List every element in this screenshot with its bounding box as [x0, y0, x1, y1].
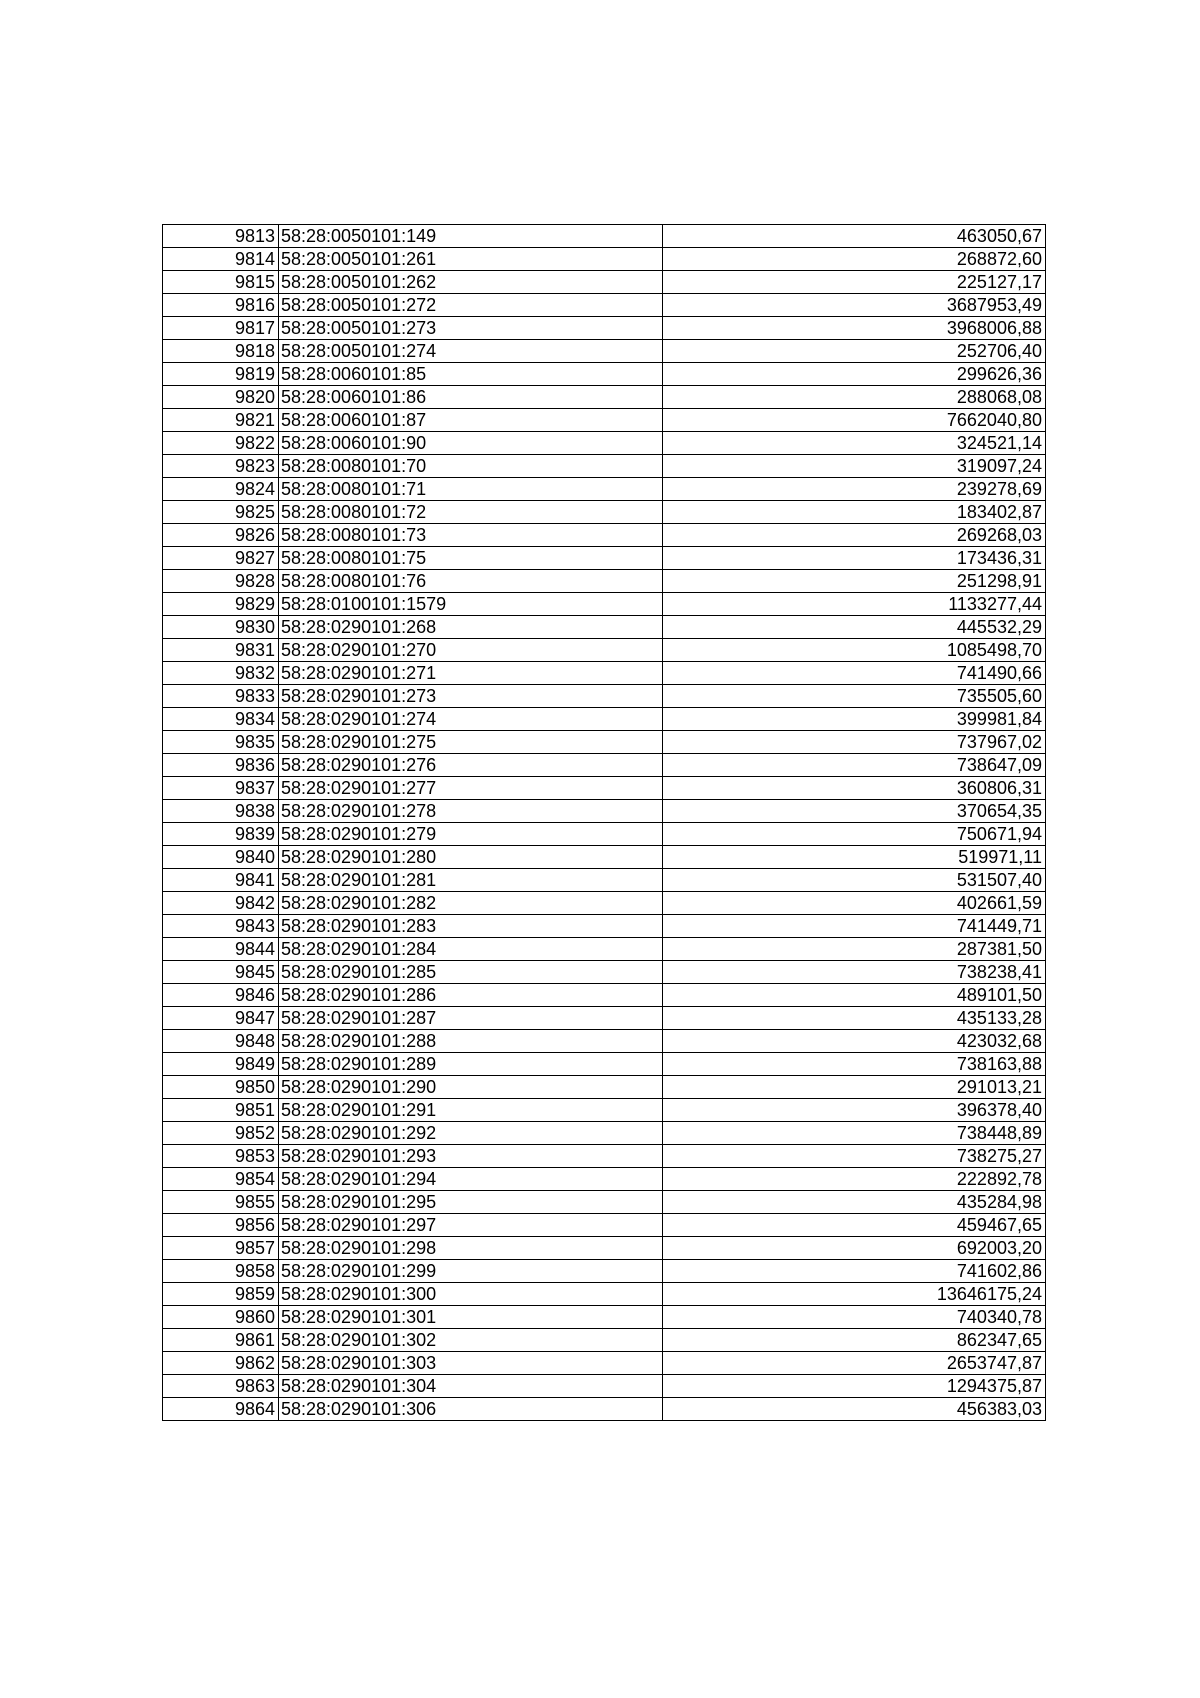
cadastral-number-cell: 58:28:0290101:286: [279, 984, 663, 1007]
row-number-cell: 9820: [163, 386, 279, 409]
table-row: [163, 1329, 1046, 1352]
table-row: [163, 363, 1046, 386]
cadastral-number-cell: 58:28:0080101:71: [279, 478, 663, 501]
value-cell: 7662040,80: [663, 409, 1046, 432]
cadastral-number-cell: 58:28:0050101:262: [279, 271, 663, 294]
row-number-cell: 9822: [163, 432, 279, 455]
table-row: [163, 869, 1046, 892]
row-number-cell: 9862: [163, 1352, 279, 1375]
row-number-cell: 9845: [163, 961, 279, 984]
value-cell: 738647,09: [663, 754, 1046, 777]
value-cell: 269268,03: [663, 524, 1046, 547]
cadastral-number-cell: 58:28:0290101:302: [279, 1329, 663, 1352]
value-cell: 741449,71: [663, 915, 1046, 938]
table-row: [163, 754, 1046, 777]
value-cell: 456383,03: [663, 1398, 1046, 1421]
cadastral-number-cell: 58:28:0050101:261: [279, 248, 663, 271]
row-number-cell: 9816: [163, 294, 279, 317]
table-row: [163, 1168, 1046, 1191]
row-number-cell: 9818: [163, 340, 279, 363]
row-number-cell: 9829: [163, 593, 279, 616]
value-cell: 291013,21: [663, 1076, 1046, 1099]
cadastral-number-cell: 58:28:0290101:280: [279, 846, 663, 869]
row-number-cell: 9836: [163, 754, 279, 777]
table-row: [163, 1214, 1046, 1237]
value-cell: 445532,29: [663, 616, 1046, 639]
value-cell: 396378,40: [663, 1099, 1046, 1122]
table-row: [163, 685, 1046, 708]
cadastral-number-cell: 58:28:0290101:281: [279, 869, 663, 892]
table-row: [163, 708, 1046, 731]
cadastral-number-cell: 58:28:0290101:301: [279, 1306, 663, 1329]
table-body: [163, 225, 1046, 1421]
row-number-cell: 9839: [163, 823, 279, 846]
table-row: [163, 478, 1046, 501]
value-cell: 750671,94: [663, 823, 1046, 846]
row-number-cell: 9846: [163, 984, 279, 1007]
row-number-cell: 9827: [163, 547, 279, 570]
cadastral-number-cell: 58:28:0050101:272: [279, 294, 663, 317]
value-cell: 738238,41: [663, 961, 1046, 984]
row-number-cell: 9861: [163, 1329, 279, 1352]
value-cell: 402661,59: [663, 892, 1046, 915]
row-number-cell: 9860: [163, 1306, 279, 1329]
row-number-cell: 9833: [163, 685, 279, 708]
value-cell: 3968006,88: [663, 317, 1046, 340]
table-row: [163, 317, 1046, 340]
cadastral-number-cell: 58:28:0290101:288: [279, 1030, 663, 1053]
cadastral-number-cell: 58:28:0050101:274: [279, 340, 663, 363]
value-cell: 735505,60: [663, 685, 1046, 708]
row-number-cell: 9840: [163, 846, 279, 869]
cadastral-number-cell: 58:28:0290101:295: [279, 1191, 663, 1214]
row-number-cell: 9847: [163, 1007, 279, 1030]
table-row: [163, 1237, 1046, 1260]
table-row: [163, 340, 1046, 363]
table-row: [163, 984, 1046, 1007]
row-number-cell: 9819: [163, 363, 279, 386]
table-row: [163, 1260, 1046, 1283]
cadastral-number-cell: 58:28:0080101:76: [279, 570, 663, 593]
table-row: [163, 1053, 1046, 1076]
row-number-cell: 9835: [163, 731, 279, 754]
row-number-cell: 9825: [163, 501, 279, 524]
table-row: [163, 1375, 1046, 1398]
table-row: [163, 961, 1046, 984]
cadastral-number-cell: 58:28:0290101:270: [279, 639, 663, 662]
row-number-cell: 9832: [163, 662, 279, 685]
cadastral-number-cell: 58:28:0060101:85: [279, 363, 663, 386]
table-row: [163, 1191, 1046, 1214]
value-cell: 399981,84: [663, 708, 1046, 731]
cadastral-number-cell: 58:28:0060101:87: [279, 409, 663, 432]
cadastral-number-cell: 58:28:0290101:289: [279, 1053, 663, 1076]
cadastral-number-cell: 58:28:0290101:291: [279, 1099, 663, 1122]
row-number-cell: 9864: [163, 1398, 279, 1421]
table-row: [163, 662, 1046, 685]
table-row: [163, 1306, 1046, 1329]
cadastral-number-cell: 58:28:0290101:287: [279, 1007, 663, 1030]
table-row: [163, 1145, 1046, 1168]
cadastral-number-cell: 58:28:0290101:282: [279, 892, 663, 915]
table-row: [163, 455, 1046, 478]
row-number-cell: 9830: [163, 616, 279, 639]
value-cell: 741490,66: [663, 662, 1046, 685]
table-row: [163, 639, 1046, 662]
row-number-cell: 9831: [163, 639, 279, 662]
table-row: [163, 248, 1046, 271]
table-row: [163, 616, 1046, 639]
value-cell: 252706,40: [663, 340, 1046, 363]
cadastral-number-cell: 58:28:0080101:70: [279, 455, 663, 478]
cadastral-number-cell: 58:28:0290101:278: [279, 800, 663, 823]
row-number-cell: 9850: [163, 1076, 279, 1099]
row-number-cell: 9851: [163, 1099, 279, 1122]
value-cell: 738163,88: [663, 1053, 1046, 1076]
row-number-cell: 9813: [163, 225, 279, 248]
row-number-cell: 9834: [163, 708, 279, 731]
table-row: [163, 915, 1046, 938]
value-cell: 737967,02: [663, 731, 1046, 754]
cadastral-number-cell: 58:28:0290101:283: [279, 915, 663, 938]
value-cell: 692003,20: [663, 1237, 1046, 1260]
value-cell: 463050,67: [663, 225, 1046, 248]
table-row: [163, 800, 1046, 823]
value-cell: 435284,98: [663, 1191, 1046, 1214]
row-number-cell: 9814: [163, 248, 279, 271]
value-cell: 1133277,44: [663, 593, 1046, 616]
row-number-cell: 9855: [163, 1191, 279, 1214]
cadastral-number-cell: 58:28:0290101:279: [279, 823, 663, 846]
cadastral-number-cell: 58:28:0290101:284: [279, 938, 663, 961]
row-number-cell: 9821: [163, 409, 279, 432]
table-row: [163, 846, 1046, 869]
cadastral-number-cell: 58:28:0290101:277: [279, 777, 663, 800]
value-cell: 741602,86: [663, 1260, 1046, 1283]
cadastral-number-cell: 58:28:0060101:86: [279, 386, 663, 409]
value-cell: 239278,69: [663, 478, 1046, 501]
value-cell: 531507,40: [663, 869, 1046, 892]
cadastral-number-cell: 58:28:0080101:72: [279, 501, 663, 524]
row-number-cell: 9844: [163, 938, 279, 961]
cadastral-number-cell: 58:28:0290101:292: [279, 1122, 663, 1145]
cadastral-number-cell: 58:28:0290101:297: [279, 1214, 663, 1237]
value-cell: 360806,31: [663, 777, 1046, 800]
table-row: [163, 1099, 1046, 1122]
table-row: [163, 892, 1046, 915]
cadastral-number-cell: 58:28:0050101:149: [279, 225, 663, 248]
cadastral-number-cell: 58:28:0290101:271: [279, 662, 663, 685]
cadastral-number-cell: 58:28:0290101:275: [279, 731, 663, 754]
value-cell: 2653747,87: [663, 1352, 1046, 1375]
cadastral-number-cell: 58:28:0290101:304: [279, 1375, 663, 1398]
table-row: [163, 1398, 1046, 1421]
row-number-cell: 9817: [163, 317, 279, 340]
cadastral-number-cell: 58:28:0100101:1579: [279, 593, 663, 616]
table-row: [163, 1007, 1046, 1030]
table-row: [163, 294, 1046, 317]
value-cell: 738275,27: [663, 1145, 1046, 1168]
table-row: [163, 1283, 1046, 1306]
table-row: [163, 524, 1046, 547]
table-row: [163, 409, 1046, 432]
value-cell: 287381,50: [663, 938, 1046, 961]
table-row: [163, 547, 1046, 570]
cadastral-number-cell: 58:28:0080101:73: [279, 524, 663, 547]
table-row: [163, 1122, 1046, 1145]
cadastral-number-cell: 58:28:0290101:293: [279, 1145, 663, 1168]
row-number-cell: 9828: [163, 570, 279, 593]
row-number-cell: 9857: [163, 1237, 279, 1260]
cadastral-number-cell: 58:28:0290101:299: [279, 1260, 663, 1283]
cadastral-number-cell: 58:28:0290101:306: [279, 1398, 663, 1421]
row-number-cell: 9849: [163, 1053, 279, 1076]
row-number-cell: 9841: [163, 869, 279, 892]
table-row: [163, 593, 1046, 616]
cadastral-number-cell: 58:28:0080101:75: [279, 547, 663, 570]
row-number-cell: 9853: [163, 1145, 279, 1168]
value-cell: 222892,78: [663, 1168, 1046, 1191]
value-cell: 1294375,87: [663, 1375, 1046, 1398]
value-cell: 740340,78: [663, 1306, 1046, 1329]
value-cell: 1085498,70: [663, 639, 1046, 662]
row-number-cell: 9838: [163, 800, 279, 823]
table-row: [163, 1030, 1046, 1053]
cadastral-number-cell: 58:28:0290101:294: [279, 1168, 663, 1191]
cadastral-value-table: [162, 224, 1046, 1421]
cadastral-number-cell: 58:28:0290101:285: [279, 961, 663, 984]
table-row: [163, 777, 1046, 800]
cadastral-number-cell: 58:28:0290101:303: [279, 1352, 663, 1375]
row-number-cell: 9852: [163, 1122, 279, 1145]
table-row: [163, 432, 1046, 455]
table-row: [163, 225, 1046, 248]
cadastral-number-cell: 58:28:0290101:290: [279, 1076, 663, 1099]
value-cell: 324521,14: [663, 432, 1046, 455]
table-row: [163, 386, 1046, 409]
value-cell: 288068,08: [663, 386, 1046, 409]
cadastral-number-cell: 58:28:0290101:274: [279, 708, 663, 731]
value-cell: 225127,17: [663, 271, 1046, 294]
row-number-cell: 9824: [163, 478, 279, 501]
row-number-cell: 9815: [163, 271, 279, 294]
cadastral-number-cell: 58:28:0290101:300: [279, 1283, 663, 1306]
cadastral-number-cell: 58:28:0290101:268: [279, 616, 663, 639]
value-cell: 862347,65: [663, 1329, 1046, 1352]
row-number-cell: 9843: [163, 915, 279, 938]
table-row: [163, 570, 1046, 593]
value-cell: 268872,60: [663, 248, 1046, 271]
table-row: [163, 823, 1046, 846]
table-row: [163, 938, 1046, 961]
row-number-cell: 9859: [163, 1283, 279, 1306]
table-row: [163, 1076, 1046, 1099]
value-cell: 183402,87: [663, 501, 1046, 524]
row-number-cell: 9858: [163, 1260, 279, 1283]
value-cell: 299626,36: [663, 363, 1046, 386]
row-number-cell: 9863: [163, 1375, 279, 1398]
cadastral-number-cell: 58:28:0060101:90: [279, 432, 663, 455]
value-cell: 319097,24: [663, 455, 1046, 478]
row-number-cell: 9837: [163, 777, 279, 800]
value-cell: 519971,11: [663, 846, 1046, 869]
value-cell: 459467,65: [663, 1214, 1046, 1237]
value-cell: 370654,35: [663, 800, 1046, 823]
cadastral-number-cell: 58:28:0290101:273: [279, 685, 663, 708]
row-number-cell: 9826: [163, 524, 279, 547]
table-row: [163, 271, 1046, 294]
cadastral-number-cell: 58:28:0290101:298: [279, 1237, 663, 1260]
row-number-cell: 9856: [163, 1214, 279, 1237]
value-cell: 173436,31: [663, 547, 1046, 570]
table-row: [163, 1352, 1046, 1375]
cadastral-number-cell: 58:28:0050101:273: [279, 317, 663, 340]
row-number-cell: 9842: [163, 892, 279, 915]
value-cell: 435133,28: [663, 1007, 1046, 1030]
row-number-cell: 9848: [163, 1030, 279, 1053]
cadastral-number-cell: 58:28:0290101:276: [279, 754, 663, 777]
value-cell: 423032,68: [663, 1030, 1046, 1053]
value-cell: 3687953,49: [663, 294, 1046, 317]
row-number-cell: 9854: [163, 1168, 279, 1191]
value-cell: 13646175,24: [663, 1283, 1046, 1306]
value-cell: 489101,50: [663, 984, 1046, 1007]
row-number-cell: 9823: [163, 455, 279, 478]
value-cell: 738448,89: [663, 1122, 1046, 1145]
table-row: [163, 731, 1046, 754]
value-cell: 251298,91: [663, 570, 1046, 593]
table-row: [163, 501, 1046, 524]
